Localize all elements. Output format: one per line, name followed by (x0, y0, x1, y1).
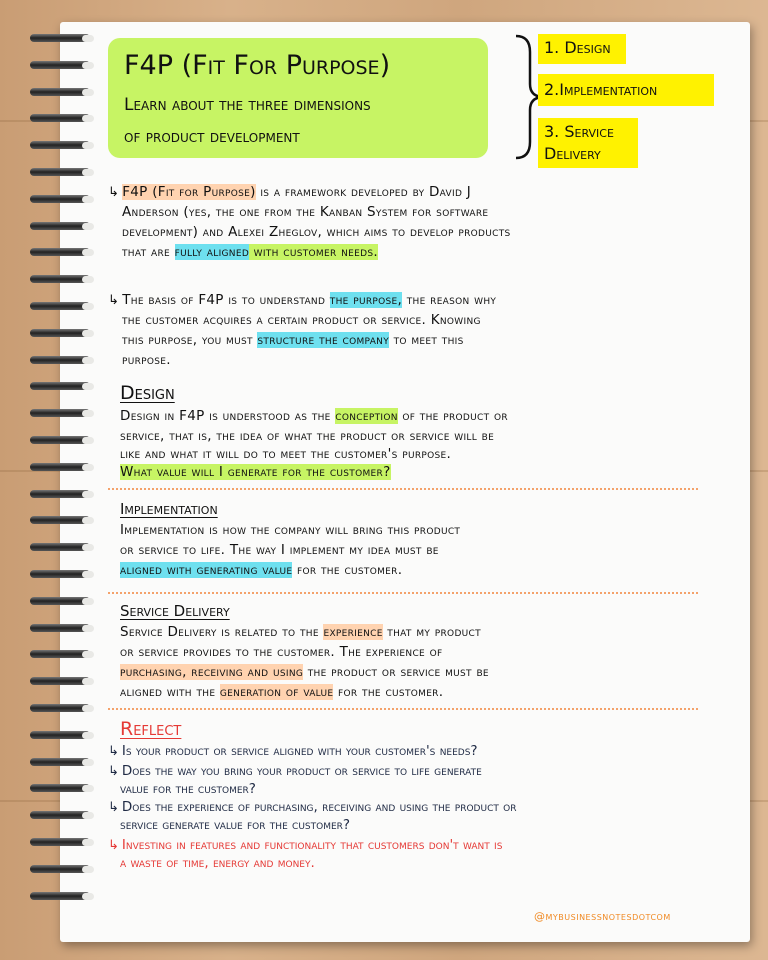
spiral-ring (30, 248, 92, 258)
arrow-icon: ↳ (108, 293, 120, 308)
dimension-design: 1. Design (544, 38, 611, 57)
text: of the product or (397, 408, 508, 424)
implementation-heading: Implementation (120, 500, 218, 518)
arrow-icon: ↳ (108, 764, 119, 779)
text: Does the way you bring your product or service to life generate (121, 763, 482, 779)
intro-line (108, 182, 471, 203)
service-line: or service provides to the customer. The experience of (120, 644, 443, 660)
spiral-ring (30, 811, 92, 821)
highlight-aligned-value: aligned with generating value (120, 562, 293, 578)
intro-line (122, 330, 464, 350)
highlight-purpose: the purpose, (329, 292, 403, 308)
text: to meet this (389, 332, 464, 348)
spiral-ring (30, 141, 92, 151)
highlight-generation-value: generation of value (219, 684, 334, 700)
intro-line: purpose. (122, 352, 171, 368)
spiral-ring (30, 650, 92, 660)
arrow-icon: ↳ (108, 838, 119, 853)
page-title: F4P (Fit For Purpose) (124, 50, 391, 81)
dotted-divider (108, 592, 698, 594)
text: this purpose, you must (122, 332, 258, 348)
text: the reason why (402, 292, 497, 308)
intro-line (122, 242, 378, 262)
reflect-heading: Reflect (120, 718, 182, 740)
spiral-ring (30, 597, 92, 607)
spiral-ring (30, 624, 92, 634)
spiral-ring (30, 195, 92, 205)
reflect-question: service generate value for the customer? (120, 817, 351, 833)
spiral-ring (30, 168, 92, 178)
credit-handle: @mybusinessnotesdotcom (534, 910, 671, 923)
reflect-question (108, 798, 516, 817)
text: Design in F4P is understood as the (120, 408, 336, 424)
text: the product or service must be (303, 664, 489, 680)
arrow-icon: ↳ (108, 185, 120, 200)
text: for the customer. (333, 684, 444, 700)
design-heading: Design (120, 382, 175, 404)
highlight-experience: experience (323, 624, 383, 640)
spiral-ring (30, 704, 92, 714)
text: Investing in features and functionality that customers don't want is (121, 837, 503, 853)
dimension-delivery: Delivery (544, 144, 601, 163)
dimension-implementation: 2.Implementation (544, 80, 658, 99)
spiral-binding (30, 34, 100, 934)
text: Is your product or service aligned with your customer's needs? (121, 743, 478, 759)
spiral-ring (30, 34, 92, 44)
highlight-conception: conception (335, 408, 398, 424)
highlight-customer-needs: with customer needs. (249, 244, 378, 260)
spiral-ring (30, 490, 92, 500)
text: that are (122, 244, 175, 260)
spiral-ring (30, 892, 92, 902)
spiral-ring (30, 543, 92, 553)
spiral-ring (30, 329, 92, 339)
highlight-fully-aligned: fully aligned (174, 244, 250, 260)
spiral-ring (30, 570, 92, 580)
implementation-line: or service to life. The way I implement my idea must be (120, 542, 439, 558)
spiral-ring (30, 114, 92, 124)
implementation-line: Implementation is how the company will bring this product (120, 522, 461, 538)
design-line (120, 406, 508, 426)
spiral-ring (30, 88, 92, 98)
spiral-ring (30, 275, 92, 285)
text: Does the experience of purchasing, receiving and using the product or (121, 799, 517, 815)
intro-line: the customer acquires a certain product or service. Knowing (122, 312, 481, 328)
reflect-question: value for the customer? (120, 781, 256, 797)
spiral-ring (30, 222, 92, 232)
arrow-icon: ↳ (108, 800, 119, 815)
highlight-f4p: F4P (Fit for Purpose) (122, 184, 256, 200)
design-question (120, 462, 391, 482)
spiral-ring (30, 731, 92, 741)
service-line (120, 622, 481, 642)
spiral-ring (30, 356, 92, 366)
service-line (120, 662, 489, 682)
design-line: like and what it will do to meet the customer's purpose. (120, 446, 452, 462)
reflect-question (108, 762, 482, 781)
spiral-ring (30, 838, 92, 848)
subtitle-line: of product development (124, 127, 300, 147)
spiral-ring (30, 677, 92, 687)
service-line (120, 682, 443, 702)
text: Service Delivery is related to the (120, 624, 324, 640)
reflect-statement (108, 836, 502, 855)
text: aligned with the (120, 684, 220, 700)
spiral-ring (30, 463, 92, 473)
reflect-question (108, 742, 478, 761)
spiral-ring (30, 302, 92, 312)
spiral-ring (30, 865, 92, 875)
reflect-statement: a waste of time, energy and money. (120, 855, 315, 871)
text: is a framework developed by David J (255, 184, 472, 200)
spiral-ring (30, 784, 92, 794)
spiral-ring (30, 409, 92, 419)
highlight-purchasing: purchasing, receiving and using (120, 664, 304, 680)
highlight-structure: structure the company (257, 332, 389, 348)
subtitle-line: Learn about the three dimensions (124, 95, 371, 115)
dotted-divider (108, 708, 698, 710)
spiral-ring (30, 758, 92, 768)
spiral-ring (30, 61, 92, 71)
arrow-icon: ↳ (108, 744, 119, 759)
intro-line (108, 290, 496, 311)
dotted-divider (108, 488, 698, 490)
text: The basis of F4P is to understand (122, 292, 330, 308)
text: for the customer. (292, 562, 403, 578)
intro-line: Anderson (yes, the one from the Kanban System for software (122, 204, 489, 220)
highlight-value-question: What value will I generate for the customer? (120, 464, 391, 480)
intro-line: development) and Alexei Zheglov, which aims to develop products (122, 224, 511, 240)
dimension-service: 3. Service (544, 122, 614, 141)
design-line: service, that is, the idea of what the product or service will be (120, 428, 495, 444)
implementation-line (120, 560, 402, 580)
text: that my product (382, 624, 481, 640)
service-delivery-heading: Service Delivery (120, 602, 230, 620)
spiral-ring (30, 382, 92, 392)
spiral-ring (30, 436, 92, 446)
spiral-ring (30, 516, 92, 526)
